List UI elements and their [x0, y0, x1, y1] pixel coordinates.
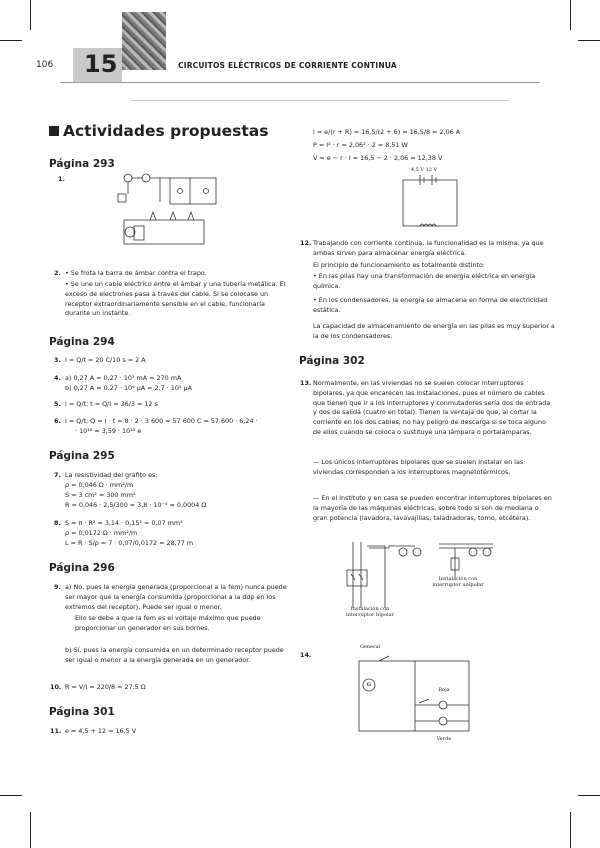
wire	[367, 546, 415, 608]
heading-pagina-302: Página 302	[299, 355, 365, 367]
generator-label: G	[366, 682, 372, 688]
eq-power: P = I² · r = 2,06² · 2 = 8,51 W	[313, 141, 408, 149]
general-switch	[379, 656, 389, 661]
q13-answer: Normalmente, en las viviendas no se suelen colocar interruptores bipolares, ya que encarecen las instalaciones, pues el número de cables que tienen que ir a los interruptores y conmutadores sería dos de entrada y dos de salida (cuatro en total). Tienen la ventaja de que, al cortar la corriente en los dos cables, no hay peligro de descarga si se toca alguno de ellos cuando se coloca o sustituye una lámpara o portalámparas.	[313, 379, 551, 436]
q7-line3: S = 3 cm² = 300 mm²	[65, 491, 136, 499]
lamp-icon	[483, 548, 491, 556]
crop-mark	[30, 0, 31, 30]
heading-pagina-296: Página 296	[49, 562, 115, 574]
eq-voltage: V = e − r · I = 16,5 − 2 · 2,06 = 12,38 V	[313, 154, 443, 162]
q3-number: 3.	[54, 356, 61, 364]
bipolar-switch	[347, 570, 367, 586]
q5-number: 5.	[54, 400, 61, 408]
q7-line4: R = 0,046 · 2,5/300 = 3,8 · 10⁻⁴ ≈ 0,0004 Ω	[65, 501, 207, 509]
q12-bullet-condensadores: • En los condensadores, la energía se almacena en forma de electricidad estática.	[313, 296, 548, 314]
battery-label: 4,5 V 12 V	[410, 167, 438, 173]
q4-number: 4.	[54, 374, 61, 382]
label-general: General	[359, 644, 381, 650]
chapter-number: 15	[84, 50, 118, 78]
selector-switch	[419, 699, 429, 703]
q8-line2: ρ = 0,0172 Ω · mm²/m	[65, 529, 138, 537]
battery-terminal	[142, 174, 150, 182]
q3-answer: I = Q/t = 20 C/10 s = 2 A	[65, 356, 146, 364]
heading-pagina-294: Página 294	[49, 336, 115, 348]
heading-pagina-295: Página 295	[49, 450, 115, 462]
q2-item-a: • Se frota la barra de ámbar contra el trapo.	[65, 269, 207, 277]
page-number: 106	[36, 60, 54, 70]
header-rule	[130, 100, 510, 101]
q9-answer-a-note: Ello se debe a que la fem es el voltaje máximo que puede proporcionar un generador en sus bornes.	[75, 614, 261, 632]
q6-answer-line1: I = Q/t; Q = I · t = 8 · 2 · 3 600 = 57 600 C = 57.600 · 6,24 ·	[65, 417, 258, 425]
label-roja: Roja	[438, 687, 450, 693]
lamp-icon	[413, 548, 421, 556]
q10-answer: R = V/I = 220/8 = 27,5 Ω	[65, 683, 146, 691]
q7-line1: La resistividad del grafito es:	[65, 471, 158, 479]
q12-conclusion: La capacidad de almacenamiento de energía en las pilas es muy superior a la de los condensadores.	[313, 322, 555, 340]
lamp-red	[439, 701, 447, 709]
q11-answer: e = 4,5 + 12 = 16,5 V	[65, 727, 137, 735]
crop-mark	[570, 812, 571, 848]
battery-body	[118, 194, 126, 202]
wire	[439, 544, 493, 578]
q6-answer-line2: · 10¹⁸ = 3,59 · 10²³ e	[75, 427, 142, 435]
lamp-icon	[469, 548, 477, 556]
caption-bipolar: Instalación con interruptor bipolar	[346, 606, 394, 618]
q12-bullet-pilas: • En las pilas hay una transformación de energía eléctrica en energía química.	[313, 272, 536, 290]
q11-number: 11.	[50, 727, 62, 735]
eq-current: I = e/(r + R) = 16,5/(2 + 6) = 16,5/8 = 2,06 A	[313, 128, 461, 136]
label-verde: Verde	[436, 736, 452, 742]
section-title	[49, 122, 268, 140]
q13-dash-1: — Los únicos interruptores bipolares que se suelen instalar en las viviendas corresponden a los interruptores magnetotérmicos.	[313, 458, 524, 476]
q1-number: 1.	[58, 175, 65, 183]
q9-answer-a: a) No, pues la energía generada (proporcional a la fem) nunca puede ser mayor que la energía consumida (proporcional a la ddp en los extremos del receptor). Puede ser igual o menor.	[65, 583, 287, 611]
q2-number: 2.	[54, 269, 61, 277]
caption-unipolar: Instalación con interruptor unipolar	[432, 576, 484, 588]
q13-number: 13.	[300, 379, 312, 387]
q9-number: 9.	[54, 583, 61, 591]
q9-answer-b: b) Sí, pues la energía consumida en un determinado receptor puede ser igual o menor a la energía generada en un generador.	[65, 646, 284, 664]
chapter-title: CIRCUITOS ELÉCTRICOS DE CORRIENTE CONTINUA	[178, 61, 397, 70]
q12-number: 12.	[300, 239, 312, 247]
q8-line3: L = R · S/ρ = 7 · 0,07/0,0172 = 28,77 m	[65, 539, 194, 547]
q4-answer-b: b) 0,27 A = 0,27 · 10⁶ μA = 2,7 · 10⁵ μA	[65, 384, 192, 392]
switch-box	[134, 226, 144, 240]
q8-line1: S = π · R² = 3,14 · 0,15² = 0,07 mm²	[65, 519, 183, 527]
crop-mark	[570, 0, 571, 30]
crop-mark	[30, 812, 31, 848]
lamp-green	[439, 717, 447, 725]
q1-circuit-diagram	[110, 168, 220, 246]
q6-number: 6.	[54, 417, 61, 425]
battery-terminal	[124, 174, 132, 182]
lamp-symbol	[204, 189, 209, 194]
crop-mark	[0, 40, 22, 41]
crop-mark	[0, 795, 22, 796]
q7-line2: ρ = 0,046 Ω · mm²/m	[65, 481, 134, 489]
crop-mark	[578, 795, 600, 796]
lamp-symbol	[150, 212, 194, 220]
chapter-photo	[122, 12, 166, 70]
crop-mark	[578, 40, 600, 41]
heading-pagina-293: Página 293	[49, 158, 115, 170]
section-title-text: Actividades propuestas	[63, 122, 269, 140]
q8-number: 8.	[54, 519, 61, 527]
q2-item-b: • Se une un cable eléctrico entre el ámbar y una tubería metálica. El exceso de electrones pasa a través del cable. Si se colocase un receptor extraordinariamente sensible en el cable, funcionaría durante un instante.	[65, 280, 286, 318]
q13-dash-2: — En el instituto y en casa se pueden encontrar interruptores bipolares en la mayoría de las máquinas eléctricas, sobre todo si son de mediana o gran potencia (lavadora, lavavajillas, taladradoras, torno, etcétera).	[313, 494, 552, 522]
q11-circuit-diagram	[400, 172, 460, 232]
q14-number: 14.	[300, 651, 312, 659]
q14-circuit-diagram	[355, 655, 475, 737]
heading-pagina-301: Página 301	[49, 706, 115, 718]
parallel-circuit	[170, 178, 216, 204]
header-rule	[60, 82, 540, 83]
generator-symbol	[125, 227, 135, 237]
lamp-icon	[399, 548, 407, 556]
lamp-symbol	[178, 189, 183, 194]
q10-number: 10.	[50, 683, 62, 691]
q7-number: 7.	[54, 471, 61, 479]
q5-answer: I = Q/t; t = Q/I = 36/3 = 12 s	[65, 400, 158, 408]
q4-answer-a: a) 0,27 A = 0,27 · 10³ mA = 270 mA	[65, 374, 182, 382]
circuit-loop	[403, 180, 457, 226]
circuit-loop	[359, 661, 469, 731]
q12-principle: El principio de funcionamiento es totalmente distinto:	[313, 261, 486, 269]
q12-intro: Trabajando con corriente continua, la funcionalidad es la misma, ya que ambas sirven para almacenar energía eléctrica.	[313, 239, 544, 257]
